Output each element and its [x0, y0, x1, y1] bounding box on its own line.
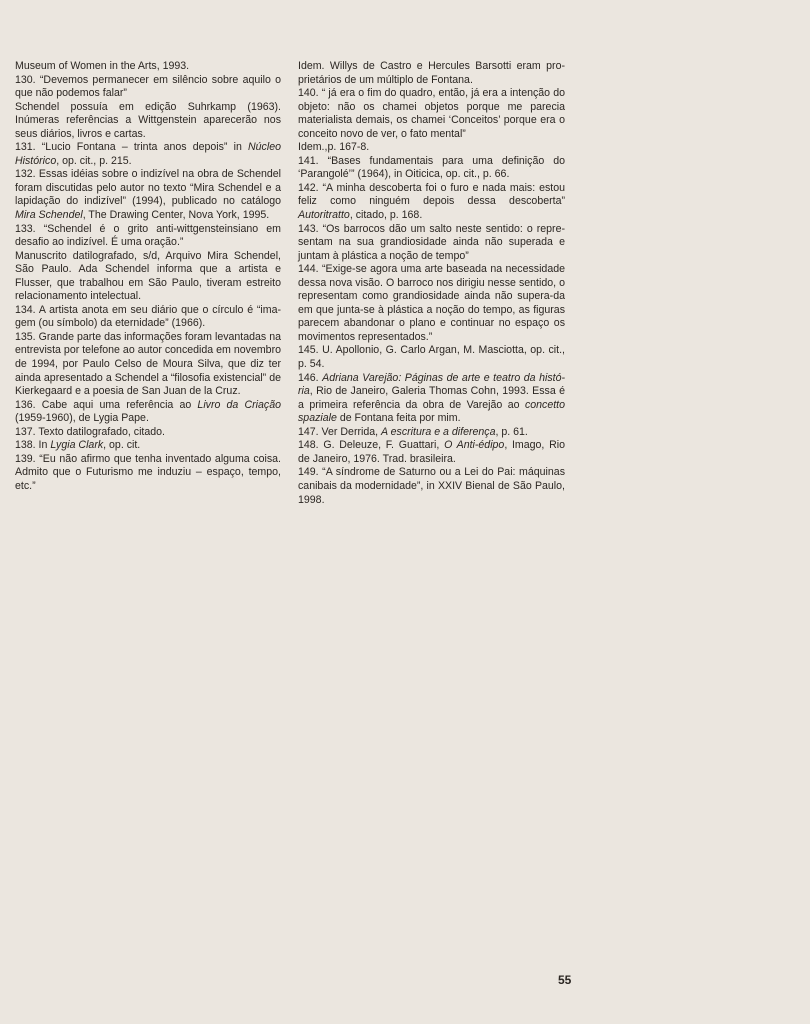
footnote-paragraph: 135. Grande parte das informações foram levantadas na entrevista por telefone ao autor concedida em novembro de 1994, por Paulo Celso de Moura Silva, que diz ter ainda apresentado a Schendel a “filosofia existencial” de Kierkegaard e a poesia de San Juan de la Cruz.: [15, 330, 281, 398]
footnote-text: , p. 61.: [495, 425, 528, 438]
footnote-text: 136. Cabe aqui uma referência ao: [15, 398, 198, 411]
footnote-paragraph: [298, 182, 565, 223]
italic-title: Adriana Varejão: Páginas de arte e teatro da histó-ria: [298, 371, 565, 398]
italic-title: concetto spaziale: [298, 398, 565, 425]
footnote-paragraph: Schendel possuía em edição Suhrkamp (1963). Inúmeras referências a Wittgenstein aparecerão nos seus diários, livros e cartas.: [15, 100, 281, 140]
footnote-paragraph: 139. “Eu não afirmo que tenha inventado alguma coisa. Admito que o Futurismo me induziu – espaço, tempo, etc.”: [15, 452, 281, 492]
footnote-paragraph: [298, 439, 565, 466]
footnote-paragraph: 134. A artista anota em seu diário que o círculo é “ima-gem (ou símbolo) da eternidade” (1966).: [15, 303, 281, 330]
footnote-text: 132. Essas idéias sobre o indizível na obra de Schendel foram discutidas pelo autor no texto “Mira Schendel e a lapidação do indizível” (1994), publicado no catálogo: [15, 168, 281, 208]
footnote-text: , op. cit., p. 215.: [56, 154, 132, 167]
footnote-text: 131. “Lucio Fontana – trinta anos depois” in: [15, 141, 249, 154]
footnote-paragraph: 137. Texto datilografado, citado.: [15, 425, 165, 438]
footnote-text: 146.: [298, 371, 323, 384]
footnote-paragraph: Idem.,p. 167-8.: [298, 141, 370, 154]
footnote-paragraph: Museum of Women in the Arts, 1993.: [15, 60, 190, 72]
footnote-text: , Rio de Janeiro, Galeria Thomas Cohn, 1993. Essa é a primeira referência da obra de Varejão ao: [298, 385, 565, 411]
footnote-paragraph: Idem. Willys de Castro e Hercules Barsotti eram pro-prietários de um múltiplo de Fontana.: [298, 60, 565, 86]
footnote-paragraph: 130. “Devemos permanecer em silêncio sobre aquilo o que não podemos falar”: [15, 73, 281, 100]
footnote-paragraph: 145. U. Apollonio, G. Carlo Argan, M. Masciotta, op. cit., p. 54.: [298, 344, 565, 371]
footnote-text: 147. Ver Derrida,: [298, 425, 382, 438]
italic-title: Lygia Clark: [50, 439, 104, 452]
footnote-text: 138. In: [15, 439, 51, 452]
notes-column-right: [298, 60, 565, 507]
footnote-text: 142. “A minha descoberta foi o furo e nada mais: estou feliz como ninguém depois dessa descoberta”: [298, 181, 565, 208]
footnote-text: , Imago, Rio de Janeiro, 1976. Trad. brasileira.: [298, 439, 565, 465]
footnote-paragraph: 149. “A síndrome de Saturno ou a Lei do Pai: máquinas canibais da modernidade”, in XXIV Bienal de São Paulo, 1998.: [298, 466, 565, 506]
footnote-text: de Fontana feita por mim.: [336, 412, 461, 425]
footnote-paragraph: [298, 372, 565, 426]
footnote-text: , citado, p. 168.: [349, 209, 423, 222]
footnote-paragraph: 133. “Schendel é o grito anti-wittgensteinsiano em desafio ao indizível. É uma oração.”: [15, 222, 281, 249]
italic-title: Núcleo Histórico: [15, 141, 281, 167]
footnote-paragraph: 143. “Os barrocos dão um salto neste sentido: o repre-sentam na sua grandiosidade ainda não superada e juntam à plástica a noção de tempo”: [298, 222, 565, 262]
italic-title: Mira Schendel: [15, 209, 83, 222]
footnote-paragraph: [15, 399, 281, 426]
italic-title: A escritura e a diferença: [381, 425, 496, 438]
footnote-text: (1959-1960), de Lygia Pape.: [15, 412, 149, 425]
footnote-paragraph: Manuscrito datilografado, s/d, Arquivo Mira Schendel, São Paulo. Ada Schendel informa que a artista e Flusser, que trabalhou em São Paulo, tiveram estreito relacionamento intelectual.: [15, 249, 281, 303]
footnote-text: , The Drawing Center, Nova York, 1995.: [82, 209, 270, 222]
footnote-text: , op. cit.: [103, 439, 141, 452]
footnote-paragraph: 144. “Exige-se agora uma arte baseada na necessidade dessa nova visão. O barroco nos dirigiu nesse sentido, o representam como grandiosidade ainda não supera-da em que junta-se à plástica a noção do tempo, as figuras parecem abandonar o plano e continuar no espaço os movimentos representados.”: [298, 263, 565, 343]
italic-title: Autoritratto: [298, 209, 350, 222]
footnote-paragraph: [15, 141, 281, 168]
footnote-paragraph: [15, 439, 281, 453]
footnote-paragraph: [298, 426, 565, 440]
notes-column-left: [15, 60, 281, 494]
footnote-paragraph: 141. “Bases fundamentais para uma definição do ‘Parangolé’” (1964), in Oiticica, op. cit., p. 66.: [298, 154, 565, 181]
footnote-paragraph: [15, 168, 281, 222]
page-number: 55: [558, 973, 572, 987]
footnote-paragraph: 140. “ já era o fim do quadro, então, já era a intenção do objeto: não os chamei objetos porque me parecia materialista demais, os chamei ‘Conceitos’ porque era o conceito novo de ver, o fato mental”: [298, 87, 565, 140]
footnote-text: 148. G. Deleuze, F. Guattari,: [298, 439, 445, 452]
italic-title: Livro da Criação: [197, 398, 281, 411]
italic-title: O Anti-édipo: [444, 439, 505, 452]
